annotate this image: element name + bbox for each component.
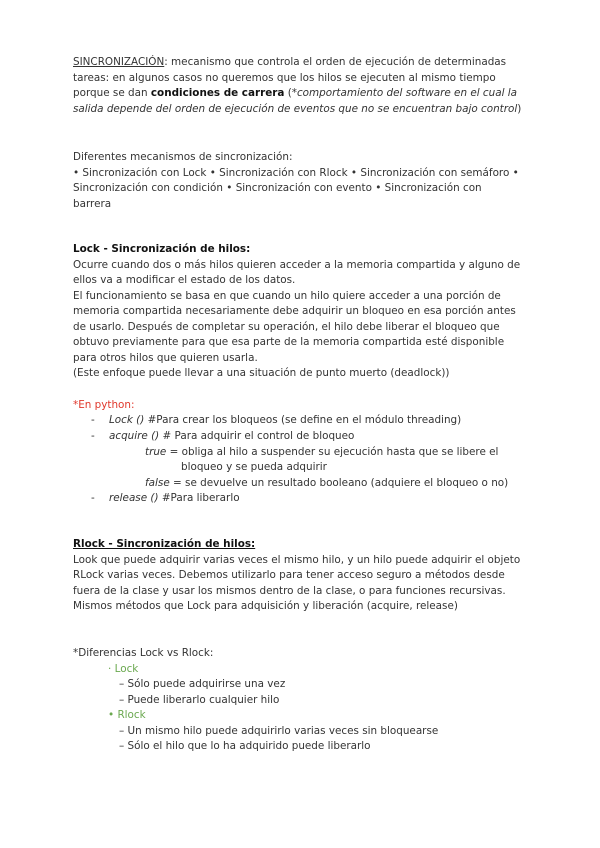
diff-rlock-label: • Rlock (108, 709, 146, 721)
lock-section: Lock - Sincronización de hilos: Ocurre cuando dos o más hilos quieren acceder a la memoria compartida y alguno de ellos va a modificar el estado de los datos. El funcionamiento se basa en que cuando un hilo quiere acceder a una porción de memoria compartida necesariamente debe adquirir un bloqueo en esa porción antes de usarlo. Después de completar su operación, el hilo debe liberar el bloqueo que obtuvo previamente para que esa parte de la memoria compartida esté disponible para otros hilos que quieren usarla. (Este enfoque puede llevar a una situación de punto muerto (deadlock)) (73, 243, 521, 379)
intro-paragraph: SINCRONIZACIÓN: mecanismo que controla el orden de ejecución de determinadas tareas: en algunos casos no queremos que los hilos se ejecuten al mismo tiempo porque se dan condiciones de carrera (*comportamiento del software en el cual la salida depende del orden de ejecución de eventos que no se encuentran bajo control) (73, 56, 522, 115)
python-item-release: release () #Para liberarlo (109, 492, 240, 504)
rlock-heading: Rlock - Sincronización de hilos: (73, 538, 256, 550)
diff-rlock-item: – Sólo el hilo que lo ha adquirido puede liberarlo (119, 740, 371, 752)
bullet-dash: - (91, 492, 95, 504)
diff-lock-item: – Sólo puede adquirirse una vez (119, 678, 286, 690)
lock-heading: Lock - Sincronización de hilos: (73, 243, 251, 255)
python-item-acquire: acquire () # Para adquirir el control de bloqueo (109, 430, 355, 442)
differences-heading: *Diferencias Lock vs Rlock: (73, 647, 214, 659)
diff-lock-item: – Puede liberarlo cualquier hilo (119, 694, 280, 706)
mechanisms-paragraph: Diferentes mecanismos de sincronización: • Sincronización con Lock • Sincronización con Rlock • Sincronización con semáforo • Sincronización con condición • Sincronización con evento • Sincronización con barrera (73, 151, 519, 210)
python-label: *En python: (73, 399, 135, 411)
acquire-true-line1: true = obliga al hilo a suspender su ejecución hasta que se libere el (145, 446, 499, 458)
diff-lock-label: · Lock (108, 663, 139, 675)
bullet-dash: - (91, 414, 95, 426)
bullet-dash: - (91, 430, 95, 442)
acquire-true-line2: bloqueo y se pueda adquirir (181, 461, 327, 473)
diff-rlock-item: – Un mismo hilo puede adquirirlo varias veces sin bloquearse (119, 725, 439, 737)
rlock-section: Rlock - Sincronización de hilos: Look que puede adquirir varias veces el mismo hilo, y un hilo puede adquirir el objeto RLock varias veces. Debemos utilizarlo para tener acceso seguro a métodos desde fuera de la clase y usar los mismos dentro de la clase, o para funciones recursivas. Mismos métodos que Lock para adquisición y liberación (acquire, release) (73, 538, 521, 612)
python-item-lock: Lock () #Para crear los bloqueos (se define en el módulo threading) (109, 414, 462, 426)
sync-term: SINCRONIZACIÓN (73, 56, 165, 68)
acquire-false-line: false = se devuelve un resultado booleano (adquiere el bloqueo o no) (145, 477, 509, 489)
